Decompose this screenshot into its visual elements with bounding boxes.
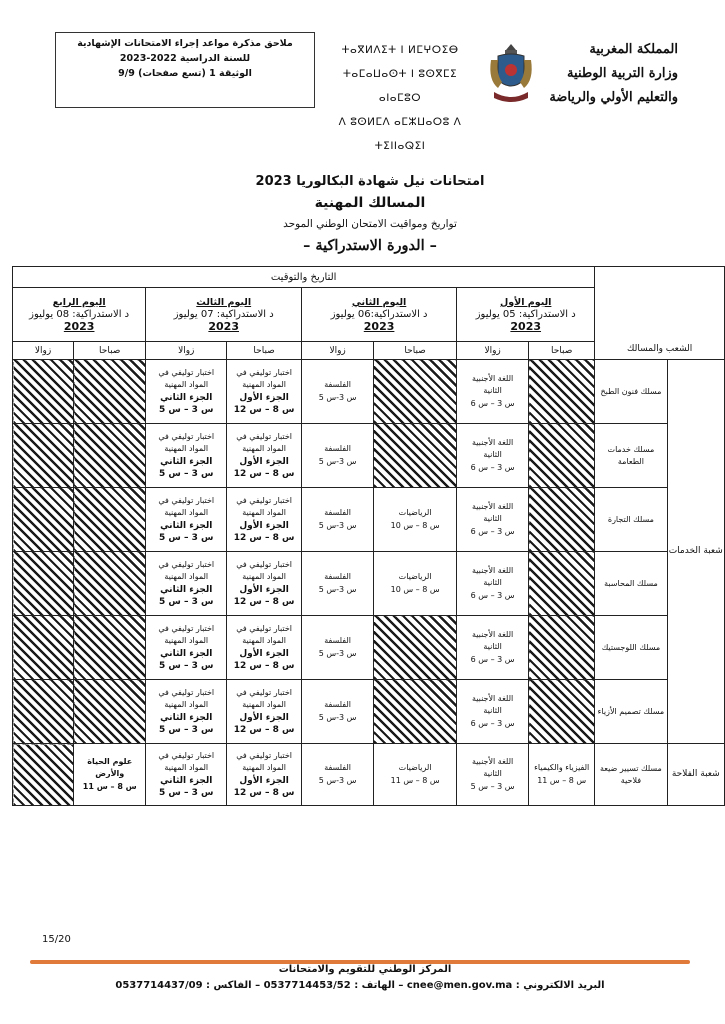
track-name: مسلك تسيير ضيعة فلاحية [595, 744, 667, 806]
table-row [13, 616, 725, 680]
day-4-afternoon-empty [13, 360, 74, 424]
day-1-morning-header: صباحا [529, 342, 595, 360]
ministry-line-3: والتعليم الأولي والرياضة [549, 90, 678, 105]
day-3-morning-exam: اختبار توليفي في المواد المهنية الجزء الأول س 8 – س 12 [227, 744, 302, 806]
day-1-afternoon-exam: اللغة الأجنبية الثانية س 3 – س 6 [457, 552, 529, 616]
tifinagh-header [325, 38, 475, 158]
page-number: 15/20 [42, 934, 71, 945]
day-1-afternoon-exam: اللغة الأجنبية الثانية س 3 – س 6 [457, 680, 529, 744]
track-name: مسلك خدمات الطعامة [595, 424, 667, 488]
track-name: مسلك التجارة [595, 488, 667, 552]
day-3-morning-exam: اختبار توليفي في المواد المهنية الجزء الأول س 8 – س 12 [227, 552, 302, 616]
exam-schedule-table [12, 266, 725, 806]
day-4-morning-empty [74, 488, 146, 552]
footer-contact: البريد الالكتروني : cnee@men.gov.ma – الهاتف : 0537714453/52 – الفاكس : 0537714437/09 [115, 980, 605, 991]
annex-line-2: للسنة الدراسية 2022-2023 [119, 53, 251, 64]
day-2-morning-header: صباحا [374, 342, 457, 360]
day-4-afternoon-empty [13, 616, 74, 680]
day-3-afternoon-exam: اختبار توليفي في المواد المهنية الجزء الثاني س 3 – س 5 [146, 616, 227, 680]
day-1-morning-empty [529, 424, 595, 488]
day-1-afternoon-exam: اللغة الأجنبية الثانية س 3 – س 6 [457, 488, 529, 552]
document-titles [180, 172, 560, 258]
annex-line-3: الوثيقة 1 (تسع صفحات) 9/9 [118, 68, 252, 79]
day-3-morning-header: صباحا [227, 342, 302, 360]
day-2-afternoon-exam: الفلسفة س 3-س 5 [302, 616, 374, 680]
branches-header: الشعب والمسالك [595, 267, 725, 360]
day-2-header: اليوم الثاني د الاستدراكية:06 يوليوز 2023 [302, 288, 457, 342]
day-3-header: اليوم الثالث د الاستدراكية: 07 يوليوز 2023 [146, 288, 302, 342]
ministry-header [540, 38, 678, 110]
day-2-morning-empty [374, 360, 457, 424]
day-1-header: اليوم الأول د الاستدراكية: 05 يوليوز 2023 [457, 288, 595, 342]
day-2-morning-exam: الرياضيات س 8 – س 10 [374, 552, 457, 616]
day-4-afternoon-empty [13, 744, 74, 806]
day-1-morning-exam: الفيزياء والكيمياء س 8 – س 11 [529, 744, 595, 806]
annex-reference-box [55, 32, 315, 108]
day-3-afternoon-exam: اختبار توليفي في المواد المهنية الجزء الثاني س 3 – س 5 [146, 424, 227, 488]
day-3-afternoon-exam: اختبار توليفي في المواد المهنية الجزء الثاني س 3 – س 5 [146, 744, 227, 806]
table-row [13, 680, 725, 744]
footer-center-name: المركز الوطني للتقويم والامتحانات [278, 964, 452, 975]
day-4-afternoon-empty [13, 680, 74, 744]
day-4-afternoon-empty [13, 552, 74, 616]
day-4-morning-header: صباحا [74, 342, 146, 360]
day-1-morning-empty [529, 488, 595, 552]
day-3-morning-exam: اختبار توليفي في المواد المهنية الجزء الأول س 8 – س 12 [227, 360, 302, 424]
day-3-afternoon-exam: اختبار توليفي في المواد المهنية الجزء الثاني س 3 – س 5 [146, 552, 227, 616]
track-name: مسلك فنون الطبخ [595, 360, 667, 424]
day-4-morning-empty [74, 616, 146, 680]
day-4-morning-empty [74, 680, 146, 744]
day-4-header: اليوم الرابع د الاستدراكية: 08 يوليوز 2023 [13, 288, 146, 342]
day-2-afternoon-exam: الفلسفة س 3-س 5 [302, 424, 374, 488]
day-3-morning-exam: اختبار توليفي في المواد المهنية الجزء الأول س 8 – س 12 [227, 680, 302, 744]
day-4-afternoon-header: زوالا [13, 342, 74, 360]
day-2-morning-empty [374, 424, 457, 488]
date-time-header: التاريخ والتوقيت [13, 267, 595, 288]
table-row [13, 360, 725, 424]
coat-of-arms-emblem [488, 40, 534, 110]
tracks-title: المسالك المهنية [314, 195, 426, 211]
day-1-afternoon-exam: اللغة الأجنبية الثانية س 3 – س 6 [457, 360, 529, 424]
day-3-morning-exam: اختبار توليفي في المواد المهنية الجزء الأول س 8 – س 12 [227, 424, 302, 488]
branch-agriculture: شعبة الفلاحة [667, 744, 724, 806]
track-name: مسلك اللوجستيك [595, 616, 667, 680]
branch-services: شعبة الخدمات [667, 360, 724, 744]
day-3-afternoon-exam: اختبار توليفي في المواد المهنية الجزء الثاني س 3 – س 5 [146, 488, 227, 552]
day-3-afternoon-exam: اختبار توليفي في المواد المهنية الجزء الثاني س 3 – س 5 [146, 360, 227, 424]
day-2-morning-empty [374, 616, 457, 680]
ministry-line-1: المملكة المغربية [589, 42, 678, 57]
ministry-line-2: وزارة التربية الوطنية [567, 66, 678, 81]
day-2-morning-exam: الرياضيات س 8 – س 11 [374, 744, 457, 806]
schedule-subtitle: تواريخ ومواقيت الامتحان الوطني الموحد [283, 218, 457, 230]
day-3-afternoon-header: زوالا [146, 342, 227, 360]
exam-title: امتحانات نيل شهادة البكالوريا 2023 [255, 174, 485, 189]
day-1-morning-empty [529, 616, 595, 680]
day-1-afternoon-exam: اللغة الأجنبية الثانية س 3 – س 6 [457, 424, 529, 488]
day-2-afternoon-exam: الفلسفة س 3-س 5 [302, 680, 374, 744]
day-4-morning-empty [74, 552, 146, 616]
table-row [13, 424, 725, 488]
day-3-morning-exam: اختبار توليفي في المواد المهنية الجزء الأول س 8 – س 12 [227, 488, 302, 552]
day-2-afternoon-exam: الفلسفة س 3-س 5 [302, 744, 374, 806]
day-4-morning-empty [74, 424, 146, 488]
table-row [13, 744, 725, 806]
day-1-afternoon-exam: اللغة الأجنبية الثانية س 3 – س 6 [457, 616, 529, 680]
track-name: مسلك تصميم الأزياء [595, 680, 667, 744]
annex-line-1: ملاحق مذكرة مواعد إجراء الامتحانات الإشهادية [77, 38, 293, 49]
day-4-afternoon-empty [13, 488, 74, 552]
day-1-afternoon-header: زوالا [457, 342, 529, 360]
day-2-morning-empty [374, 680, 457, 744]
tifinagh-line-3: ⴷ ⵓⵙⵍⵎⴷ ⴰⵎⵣⵡⴰⵔⵓ ⴷ ⵜⵉⵏⵏⴰⵕⵉⵏ [338, 116, 462, 152]
track-name: مسلك المحاسبة [595, 552, 667, 616]
day-1-morning-empty [529, 552, 595, 616]
day-4-morning-exam: علوم الحياة والأرض س 8 – س 11 [74, 744, 146, 806]
day-3-afternoon-exam: اختبار توليفي في المواد المهنية الجزء الثاني س 3 – س 5 [146, 680, 227, 744]
table-row [13, 552, 725, 616]
day-4-morning-empty [74, 360, 146, 424]
day-4-afternoon-empty [13, 424, 74, 488]
day-2-afternoon-exam: الفلسفة س 3-س 5 [302, 360, 374, 424]
session-title: – الدورة الاستدراكية – [303, 237, 437, 254]
day-2-afternoon-header: زوالا [302, 342, 374, 360]
track-rows [13, 360, 725, 806]
day-1-morning-empty [529, 360, 595, 424]
day-2-afternoon-exam: الفلسفة س 3-س 5 [302, 552, 374, 616]
day-1-afternoon-exam: اللغة الأجنبية الثانية س 3 – س 5 [457, 744, 529, 806]
day-2-morning-exam: الرياضيات س 8 – س 10 [374, 488, 457, 552]
day-2-afternoon-exam: الفلسفة س 3-س 5 [302, 488, 374, 552]
tifinagh-line-1: ⵜⴰⴳⵍⴷⵉⵜ ⵏ ⵍⵎⵖⵔⵉⴱ [341, 44, 459, 56]
day-1-morning-empty [529, 680, 595, 744]
table-row [13, 488, 725, 552]
day-3-morning-exam: اختبار توليفي في المواد المهنية الجزء الأول س 8 – س 12 [227, 616, 302, 680]
tifinagh-line-2: ⵜⴰⵎⴰⵡⴰⵙⵜ ⵏ ⵓⵙⴳⵎⵉ ⴰⵏⴰⵎⵓⵔ [342, 68, 458, 104]
